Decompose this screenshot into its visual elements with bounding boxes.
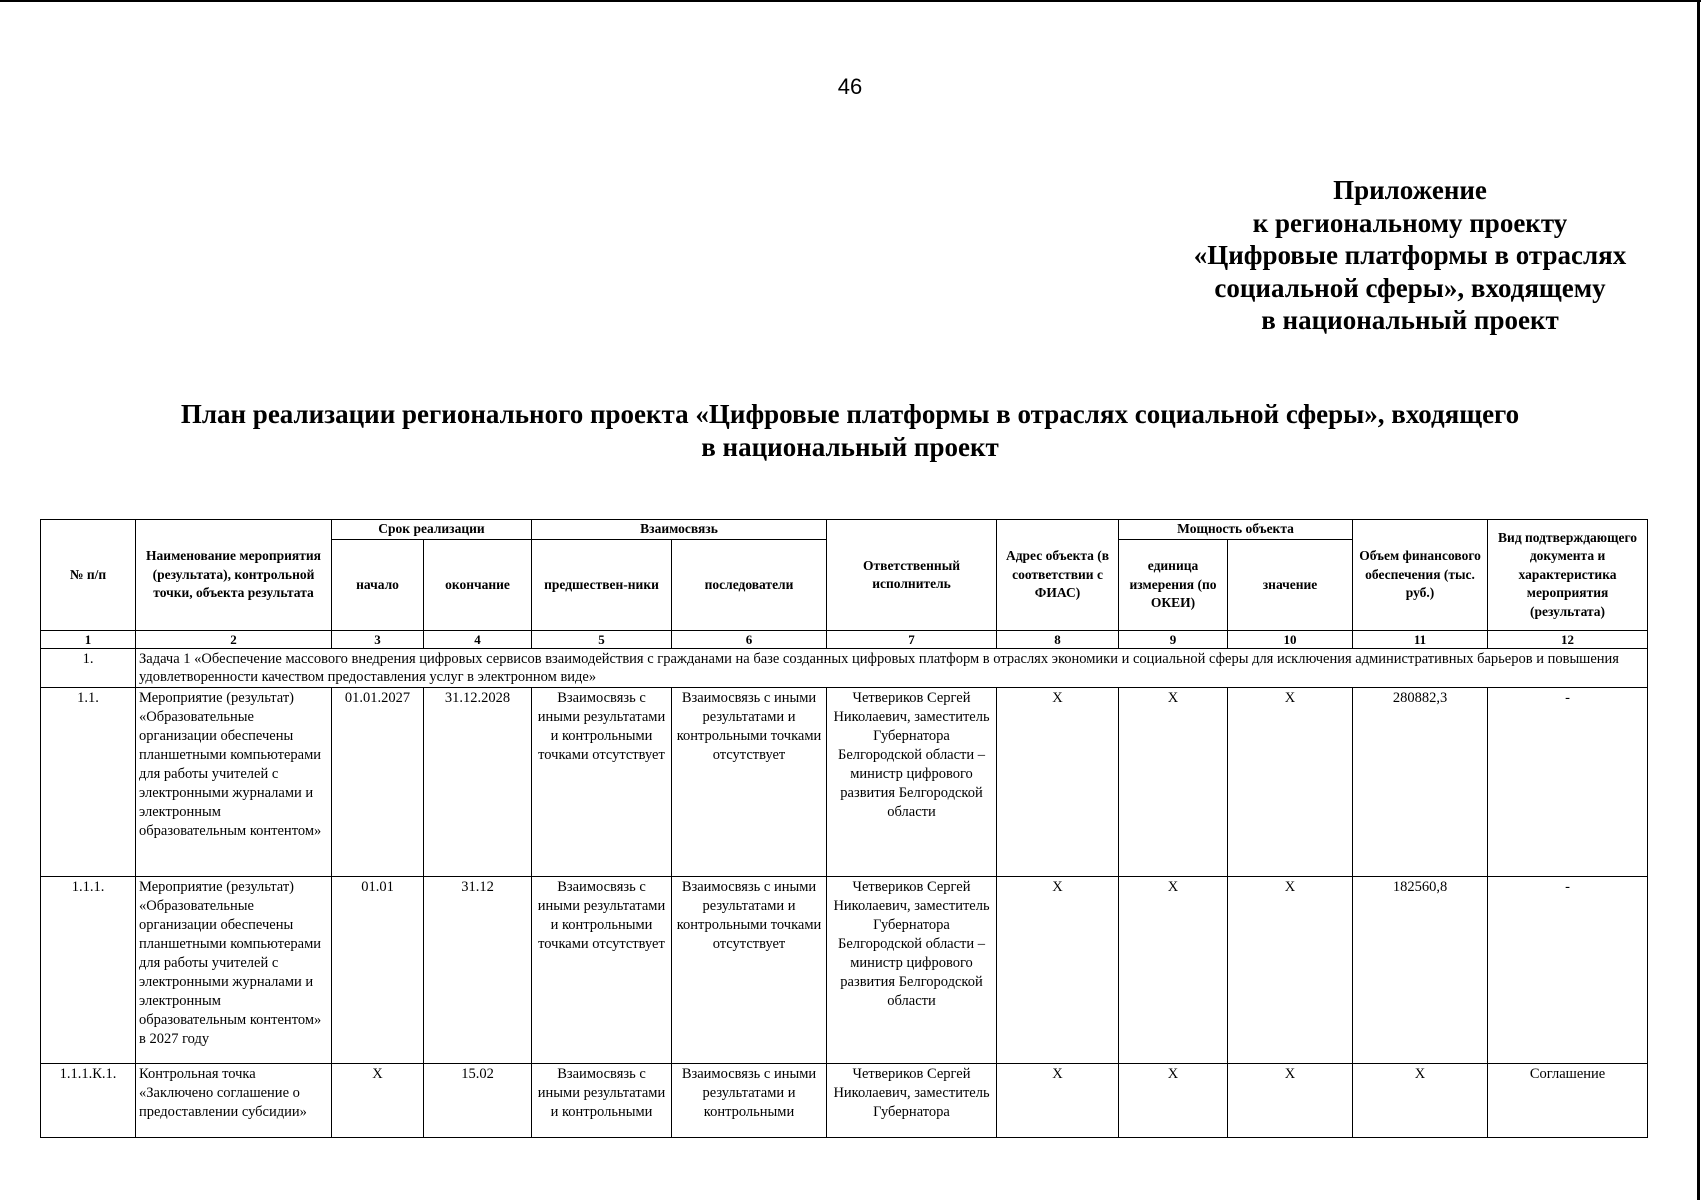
- header-executor: Ответственный исполнитель: [827, 520, 997, 631]
- right-border-line: [1697, 0, 1700, 1200]
- task-row: [41, 649, 1648, 688]
- table-row: [41, 877, 1648, 1064]
- row-end: 31.12.2028: [424, 688, 532, 877]
- header-doc-type: Вид подтверждающего документа и характеристика мероприятия (результата): [1488, 520, 1648, 631]
- table-row: [41, 1064, 1648, 1138]
- column-number: 5: [532, 631, 672, 649]
- row-num: 1.1.: [41, 688, 136, 877]
- header-period: Срок реализации: [332, 520, 532, 540]
- column-number: 12: [1488, 631, 1648, 649]
- plan-title-line: в национальный проект: [701, 431, 999, 462]
- appendix-line: к региональному проекту: [1252, 207, 1568, 238]
- column-number: 2: [136, 631, 332, 649]
- row-doc-type: -: [1488, 877, 1648, 1064]
- header-address: Адрес объекта (в соответствии с ФИАС): [997, 520, 1119, 631]
- row-value: Х: [1228, 688, 1353, 877]
- row-name: Мероприятие (результат) «Образовательные организации обеспечены планшетными компьютерами для работы учителей с электронными журналами и электронным образовательным контентом» в 2027 году: [136, 877, 332, 1064]
- plan-title: [80, 398, 1620, 463]
- row-funding: 280882,3: [1353, 688, 1488, 877]
- row-start: 01.01: [332, 877, 424, 1064]
- row-start: 01.01.2027: [332, 688, 424, 877]
- table-row: [41, 688, 1648, 877]
- row-unit: Х: [1119, 1064, 1228, 1138]
- row-value: Х: [1228, 877, 1353, 1064]
- column-number: 6: [672, 631, 827, 649]
- column-number: 8: [997, 631, 1119, 649]
- header-num: № п/п: [41, 520, 136, 631]
- appendix-heading: [1150, 174, 1670, 337]
- header-name: Наименование мероприятия (результата), контрольной точки, объекта результата: [136, 520, 332, 631]
- header-successors: последователи: [672, 540, 827, 631]
- row-value: Х: [1228, 1064, 1353, 1138]
- page-number: 46: [837, 74, 863, 99]
- row-doc-type: -: [1488, 688, 1648, 877]
- header-end: окончание: [424, 540, 532, 631]
- header-unit: единица измерения (по ОКЕИ): [1119, 540, 1228, 631]
- row-num: 1.1.1.: [41, 877, 136, 1064]
- appendix-line: социальной сферы», входящему: [1214, 272, 1606, 303]
- column-number: 4: [424, 631, 532, 649]
- row-doc-type: Соглашение: [1488, 1064, 1648, 1138]
- row-funding: Х: [1353, 1064, 1488, 1138]
- column-number-row: [41, 631, 1648, 649]
- row-num: 1.1.1.К.1.: [41, 1064, 136, 1138]
- column-number: 3: [332, 631, 424, 649]
- header-start: начало: [332, 540, 424, 631]
- column-number: 10: [1228, 631, 1353, 649]
- appendix-line: «Цифровые платформы в отраслях: [1193, 240, 1627, 270]
- row-executor: Четвериков Сергей Николаевич, заместитель Губернатора Белгородской области – министр цифрового развития Белгородской области: [827, 688, 997, 877]
- top-border-line: [0, 0, 1701, 2]
- row-name: Мероприятие (результат) «Образовательные организации обеспечены планшетными компьютерами для работы учителей с электронными журналами и электронным образовательным контентом»: [136, 688, 332, 877]
- row-end: 15.02: [424, 1064, 532, 1138]
- row-predecessors: Взаимосвязь с иными результатами и контрольными точками отсутствует: [532, 688, 672, 877]
- header-funding: Объем финансового обеспечения (тыс. руб.): [1353, 520, 1488, 631]
- row-address: Х: [997, 877, 1119, 1064]
- row-successors: Взаимосвязь с иными результатами и контрольными: [672, 1064, 827, 1138]
- column-number: 9: [1119, 631, 1228, 649]
- header-value: значение: [1228, 540, 1353, 631]
- row-end: 31.12: [424, 877, 532, 1064]
- row-predecessors: Взаимосвязь с иными результатами и контрольными: [532, 1064, 672, 1138]
- task-text: Задача 1 «Обеспечение массового внедрения цифровых сервисов взаимодействия с гражданами на базе созданных цифровых платформ в отраслях экономики и социальной сферы для исключения административных барьеров и повышения удовлетворенности качеством предоставления услуг в электронном виде»: [136, 649, 1648, 688]
- appendix-line: в национальный проект: [1261, 305, 1559, 335]
- row-start: Х: [332, 1064, 424, 1138]
- row-executor: Четвериков Сергей Николаевич, заместитель Губернатора: [827, 1064, 997, 1138]
- header-capacity: Мощность объекта: [1119, 520, 1353, 540]
- row-executor: Четвериков Сергей Николаевич, заместитель Губернатора Белгородской области – министр цифрового развития Белгородской области: [827, 877, 997, 1064]
- row-successors: Взаимосвязь с иными результатами и контрольными точками отсутствует: [672, 688, 827, 877]
- row-address: Х: [997, 688, 1119, 877]
- row-successors: Взаимосвязь с иными результатами и контрольными точками отсутствует: [672, 877, 827, 1064]
- row-funding: 182560,8: [1353, 877, 1488, 1064]
- task-num: 1.: [41, 649, 136, 688]
- row-address: Х: [997, 1064, 1119, 1138]
- plan-table: [40, 519, 1648, 1138]
- column-number: 11: [1353, 631, 1488, 649]
- row-unit: Х: [1119, 877, 1228, 1064]
- header-predecessors: предшествен-ники: [532, 540, 672, 631]
- row-unit: Х: [1119, 688, 1228, 877]
- column-number: 7: [827, 631, 997, 649]
- appendix-line: Приложение: [1333, 175, 1487, 205]
- row-predecessors: Взаимосвязь с иными результатами и контрольными точками отсутствует: [532, 877, 672, 1064]
- row-name: Контрольная точка «Заключено соглашение о предоставлении субсидии»: [136, 1064, 332, 1138]
- plan-title-line: План реализации регионального проекта «Цифровые платформы в отраслях социальной сферы», входящего: [180, 399, 1520, 429]
- column-number: 1: [41, 631, 136, 649]
- header-relation: Взаимосвязь: [532, 520, 827, 540]
